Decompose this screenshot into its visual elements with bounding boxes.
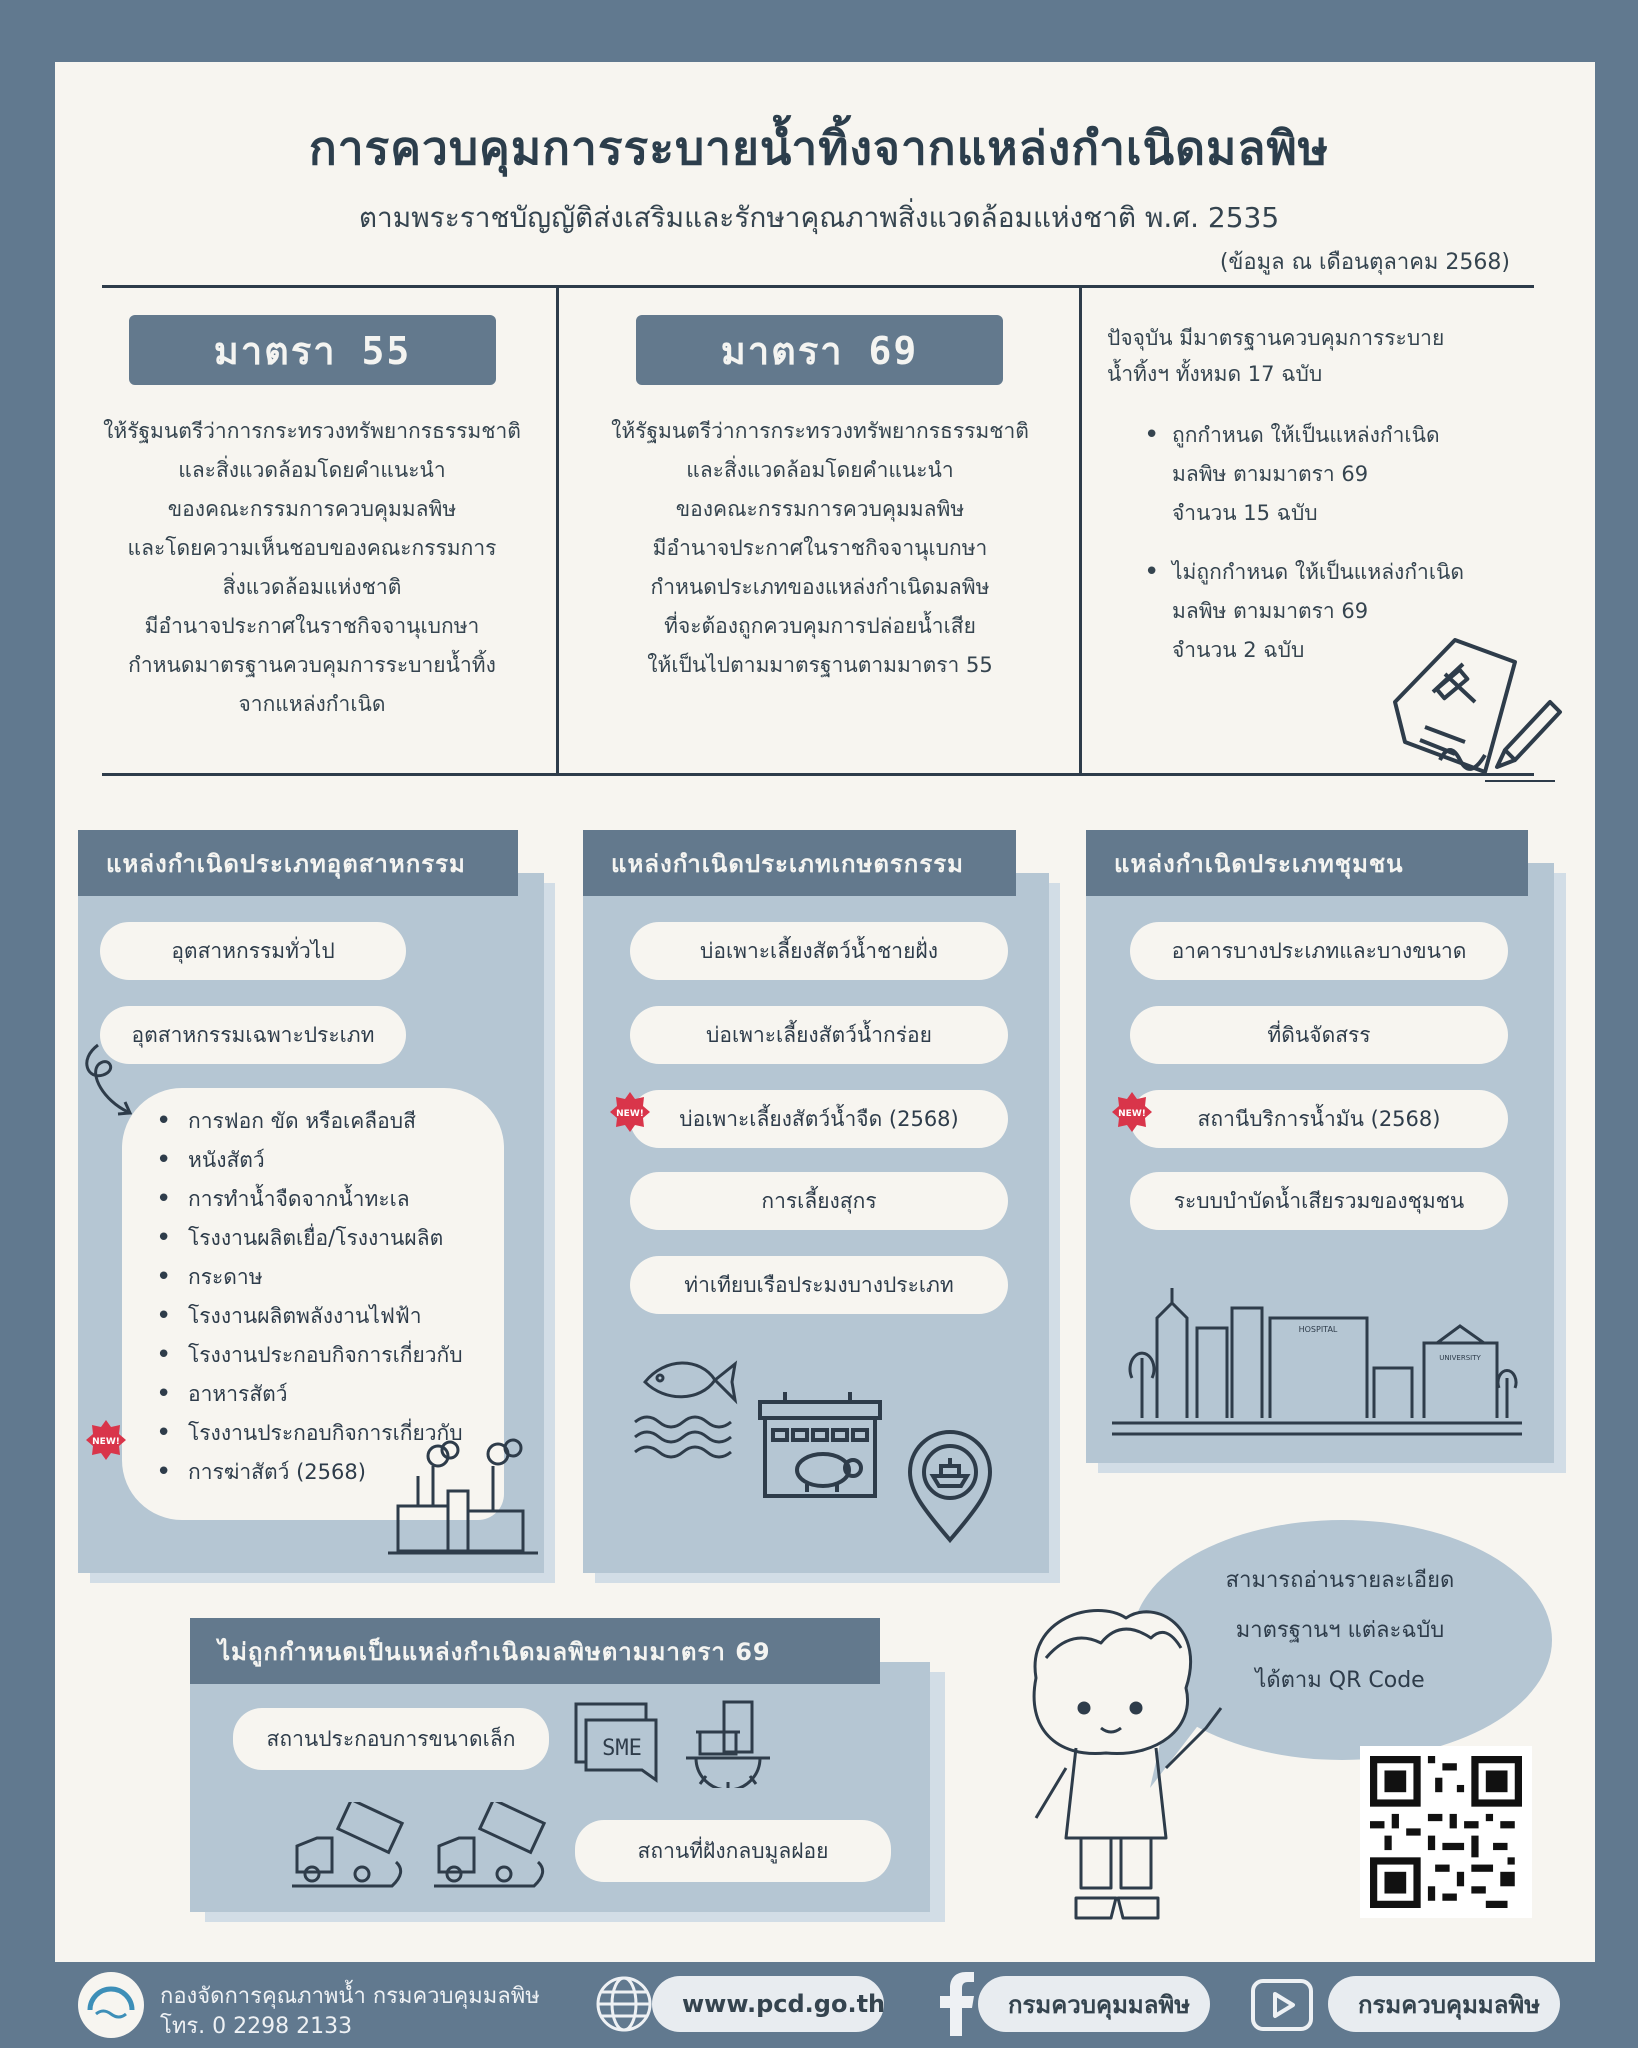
page-title: การควบคุมการระบายน้ำทิ้งจากแหล่งกำเนิดมลพิษ — [308, 121, 1330, 175]
summary-intro-line: น้ำทิ้งฯ ทั้งหมด 17 ฉบับ — [1107, 362, 1323, 386]
agriculture-pill: บ่อเพาะเลี้ยงสัตว์น้ำกร่อย — [630, 1006, 1008, 1064]
shop-gear-icon — [686, 1698, 770, 1788]
list-item-continued: • อาหารสัตว์ — [188, 1375, 463, 1414]
new-badge-text: NEW! — [92, 1437, 120, 1447]
text-line: ให้รัฐมนตรีว่าการกระทรวงทรัพยากรธรรมชาติ — [611, 419, 1029, 443]
list-item: • การฟอก ขัด หรือเคลือบสี — [188, 1102, 463, 1141]
qr-code-pattern — [1370, 1756, 1522, 1908]
section-55-heading: มาตรา 55 — [129, 315, 496, 385]
university-label: UNIVERSITY — [1439, 1354, 1481, 1362]
youtube-icon — [1250, 1978, 1314, 2032]
community-pill: สถานีบริการน้ำมัน (2568) — [1130, 1090, 1508, 1148]
bullet-line: มลพิษ ตามมาตรา 69 — [1172, 462, 1369, 486]
fish-icon — [630, 1352, 740, 1462]
bubble-line: มาตรฐานฯ แต่ละฉบับ — [1235, 1618, 1445, 1643]
new-badge-text: NEW! — [616, 1109, 644, 1119]
city-skyline-icon — [1112, 1288, 1522, 1438]
harbor-pin-icon — [905, 1430, 995, 1545]
section-69-heading: มาตรา 69 — [636, 315, 1003, 385]
agriculture-pill: บ่อเพาะเลี้ยงสัตว์น้ำจืด (2568) — [630, 1090, 1008, 1148]
page-subtitle: ตามพระราชบัญญัติส่งเสริมและรักษาคุณภาพสิ่งแวดล้อมแห่งชาติ พ.ศ. 2535 — [358, 201, 1280, 234]
agriculture-pill: ท่าเทียบเรือประมงบางประเภท — [630, 1256, 1008, 1314]
text-line: ให้เป็นไปตามมาตรฐานตามมาตรา 55 — [647, 653, 993, 677]
legal-document-icon — [1385, 632, 1565, 782]
bullet-dot: • — [1144, 557, 1160, 587]
list-item-continued: • การฆ่าสัตว์ (2568) — [188, 1453, 463, 1492]
bullet-line: มลพิษ ตามมาตรา 69 — [1172, 599, 1369, 623]
boy-character-illustration — [1006, 1598, 1236, 1928]
youtube-link[interactable]: กรมควบคุมมลพิษ — [1328, 1976, 1560, 2032]
text-line: ของคณะกรรมการควบคุมมลพิษ — [675, 497, 965, 521]
bullet-line: จำนวน 2 ฉบับ — [1172, 638, 1305, 662]
industry-tab: แหล่งกำเนิดประเภทอุตสาหกรรม — [78, 830, 518, 896]
small-business-pill: สถานประกอบการขนาดเล็ก — [233, 1708, 549, 1770]
community-tab: แหล่งกำเนิดประเภทชุมชน — [1086, 830, 1528, 896]
community-pill: อาคารบางประเภทและบางขนาด — [1130, 922, 1508, 980]
text-line: ที่จะต้องถูกควบคุมการปล่อยน้ำเสีย — [664, 614, 976, 638]
list-item: • โรงงานผลิตพลังงานไฟฟ้า — [188, 1297, 463, 1336]
list-item-continued: • กระดาษ — [188, 1258, 463, 1297]
community-pill: ที่ดินจัดสรร — [1130, 1006, 1508, 1064]
industry-pill-specific: อุตสาหกรรมเฉพาะประเภท — [100, 1006, 406, 1064]
bubble-line: สามารถอ่านรายละเอียด — [1225, 1568, 1455, 1593]
list-item-continued: • หนังสัตว์ — [188, 1141, 463, 1180]
column-divider-2 — [1079, 285, 1082, 775]
new-badge-icon — [1112, 1092, 1152, 1132]
section-55-text — [72, 412, 552, 724]
text-line: และโดยความเห็นชอบของคณะกรรมการ — [127, 536, 497, 560]
dump-truck-icon — [292, 1802, 412, 1888]
curved-arrow-icon — [78, 1040, 138, 1120]
agriculture-pill: การเลี้ยงสุกร — [630, 1172, 1008, 1230]
bullet-line: จำนวน 15 ฉบับ — [1172, 501, 1318, 525]
globe-icon — [594, 1974, 654, 2034]
website-link[interactable]: www.pcd.go.th — [652, 1976, 884, 2032]
landfill-pill: สถานที่ฝังกลบมูลฝอย — [575, 1820, 891, 1882]
bullet-line: ไม่ถูกกำหนด ให้เป็นแหล่งกำเนิด — [1172, 560, 1464, 584]
pig-farm-icon — [755, 1390, 885, 1500]
dump-truck-icon — [434, 1802, 554, 1888]
community-pill: ระบบบำบัดน้ำเสียรวมของชุมชน — [1130, 1172, 1508, 1230]
bullet-dot: • — [1144, 420, 1160, 450]
text-line: และสิ่งแวดล้อมโดยคำแนะนำ — [178, 458, 446, 482]
text-line: สิ่งแวดล้อมแห่งชาติ — [222, 575, 402, 599]
column-divider-1 — [556, 285, 559, 775]
facebook-icon — [936, 1972, 976, 2036]
new-badge-icon — [610, 1092, 650, 1132]
hospital-label: HOSPITAL — [1298, 1325, 1338, 1334]
sme-label: SME — [602, 1736, 642, 1761]
sme-icon — [572, 1700, 664, 1786]
agriculture-pill: บ่อเพาะเลี้ยงสัตว์น้ำชายฝั่ง — [630, 922, 1008, 980]
qr-code[interactable] — [1360, 1746, 1532, 1918]
text-line: มีอำนาจประกาศในราชกิจจานุเบกษา — [652, 536, 988, 560]
factory-icon — [388, 1436, 538, 1556]
new-badge-icon — [86, 1420, 126, 1460]
list-item: • โรงงานผลิตเยื่อ/โรงงานผลิต — [188, 1219, 463, 1258]
text-line: มีอำนาจประกาศในราชกิจจานุเบกษา — [144, 614, 480, 638]
bottom-rule — [102, 773, 1534, 776]
summary-bullet-designated — [1144, 416, 1532, 533]
section-69-text — [575, 412, 1065, 685]
date-note: (ข้อมูล ณ เดือนตุลาคม 2568) — [1219, 250, 1510, 275]
list-item: • การทำน้ำจืดจากน้ำทะเล — [188, 1180, 463, 1219]
industry-pill-general: อุตสาหกรรมทั่วไป — [100, 922, 406, 980]
text-line: กำหนดมาตรฐานควบคุมการระบายน้ำทิ้ง — [128, 653, 496, 677]
text-line: ของคณะกรรมการควบคุมมลพิษ — [167, 497, 457, 521]
summary-intro — [1107, 320, 1527, 392]
footer-org: กองจัดการคุณภาพน้ำ กรมควบคุมมลพิษ — [160, 1984, 540, 2009]
not-designated-tab: ไม่ถูกกำหนดเป็นแหล่งกำเนิดมลพิษตามมาตรา 69 — [190, 1618, 880, 1684]
text-line: กำหนดประเภทของแหล่งกำเนิดมลพิษ — [650, 575, 990, 599]
new-badge-text: NEW! — [1118, 1109, 1146, 1119]
bubble-line: ได้ตาม QR Code — [1255, 1668, 1425, 1693]
agriculture-tab: แหล่งกำเนิดประเภทเกษตรกรรม — [583, 830, 1016, 896]
top-rule — [102, 285, 1534, 288]
list-item: • โรงงานประกอบกิจการเกี่ยวกับ — [188, 1336, 463, 1375]
bullet-line: ถูกกำหนด ให้เป็นแหล่งกำเนิด — [1172, 423, 1440, 447]
facebook-link[interactable]: กรมควบคุมมลพิษ — [978, 1976, 1210, 2032]
text-line: ให้รัฐมนตรีว่าการกระทรวงทรัพยากรธรรมชาติ — [103, 419, 521, 443]
text-line: และสิ่งแวดล้อมโดยคำแนะนำ — [686, 458, 954, 482]
footer-phone: โทร. 0 2298 2133 — [160, 2014, 353, 2039]
pcd-logo — [76, 1970, 146, 2040]
list-item: • โรงงานประกอบกิจการเกี่ยวกับ — [188, 1414, 463, 1453]
summary-intro-line: ปัจจุบัน มีมาตรฐานควบคุมการระบาย — [1107, 326, 1445, 350]
text-line: จากแหล่งกำเนิด — [238, 692, 386, 716]
